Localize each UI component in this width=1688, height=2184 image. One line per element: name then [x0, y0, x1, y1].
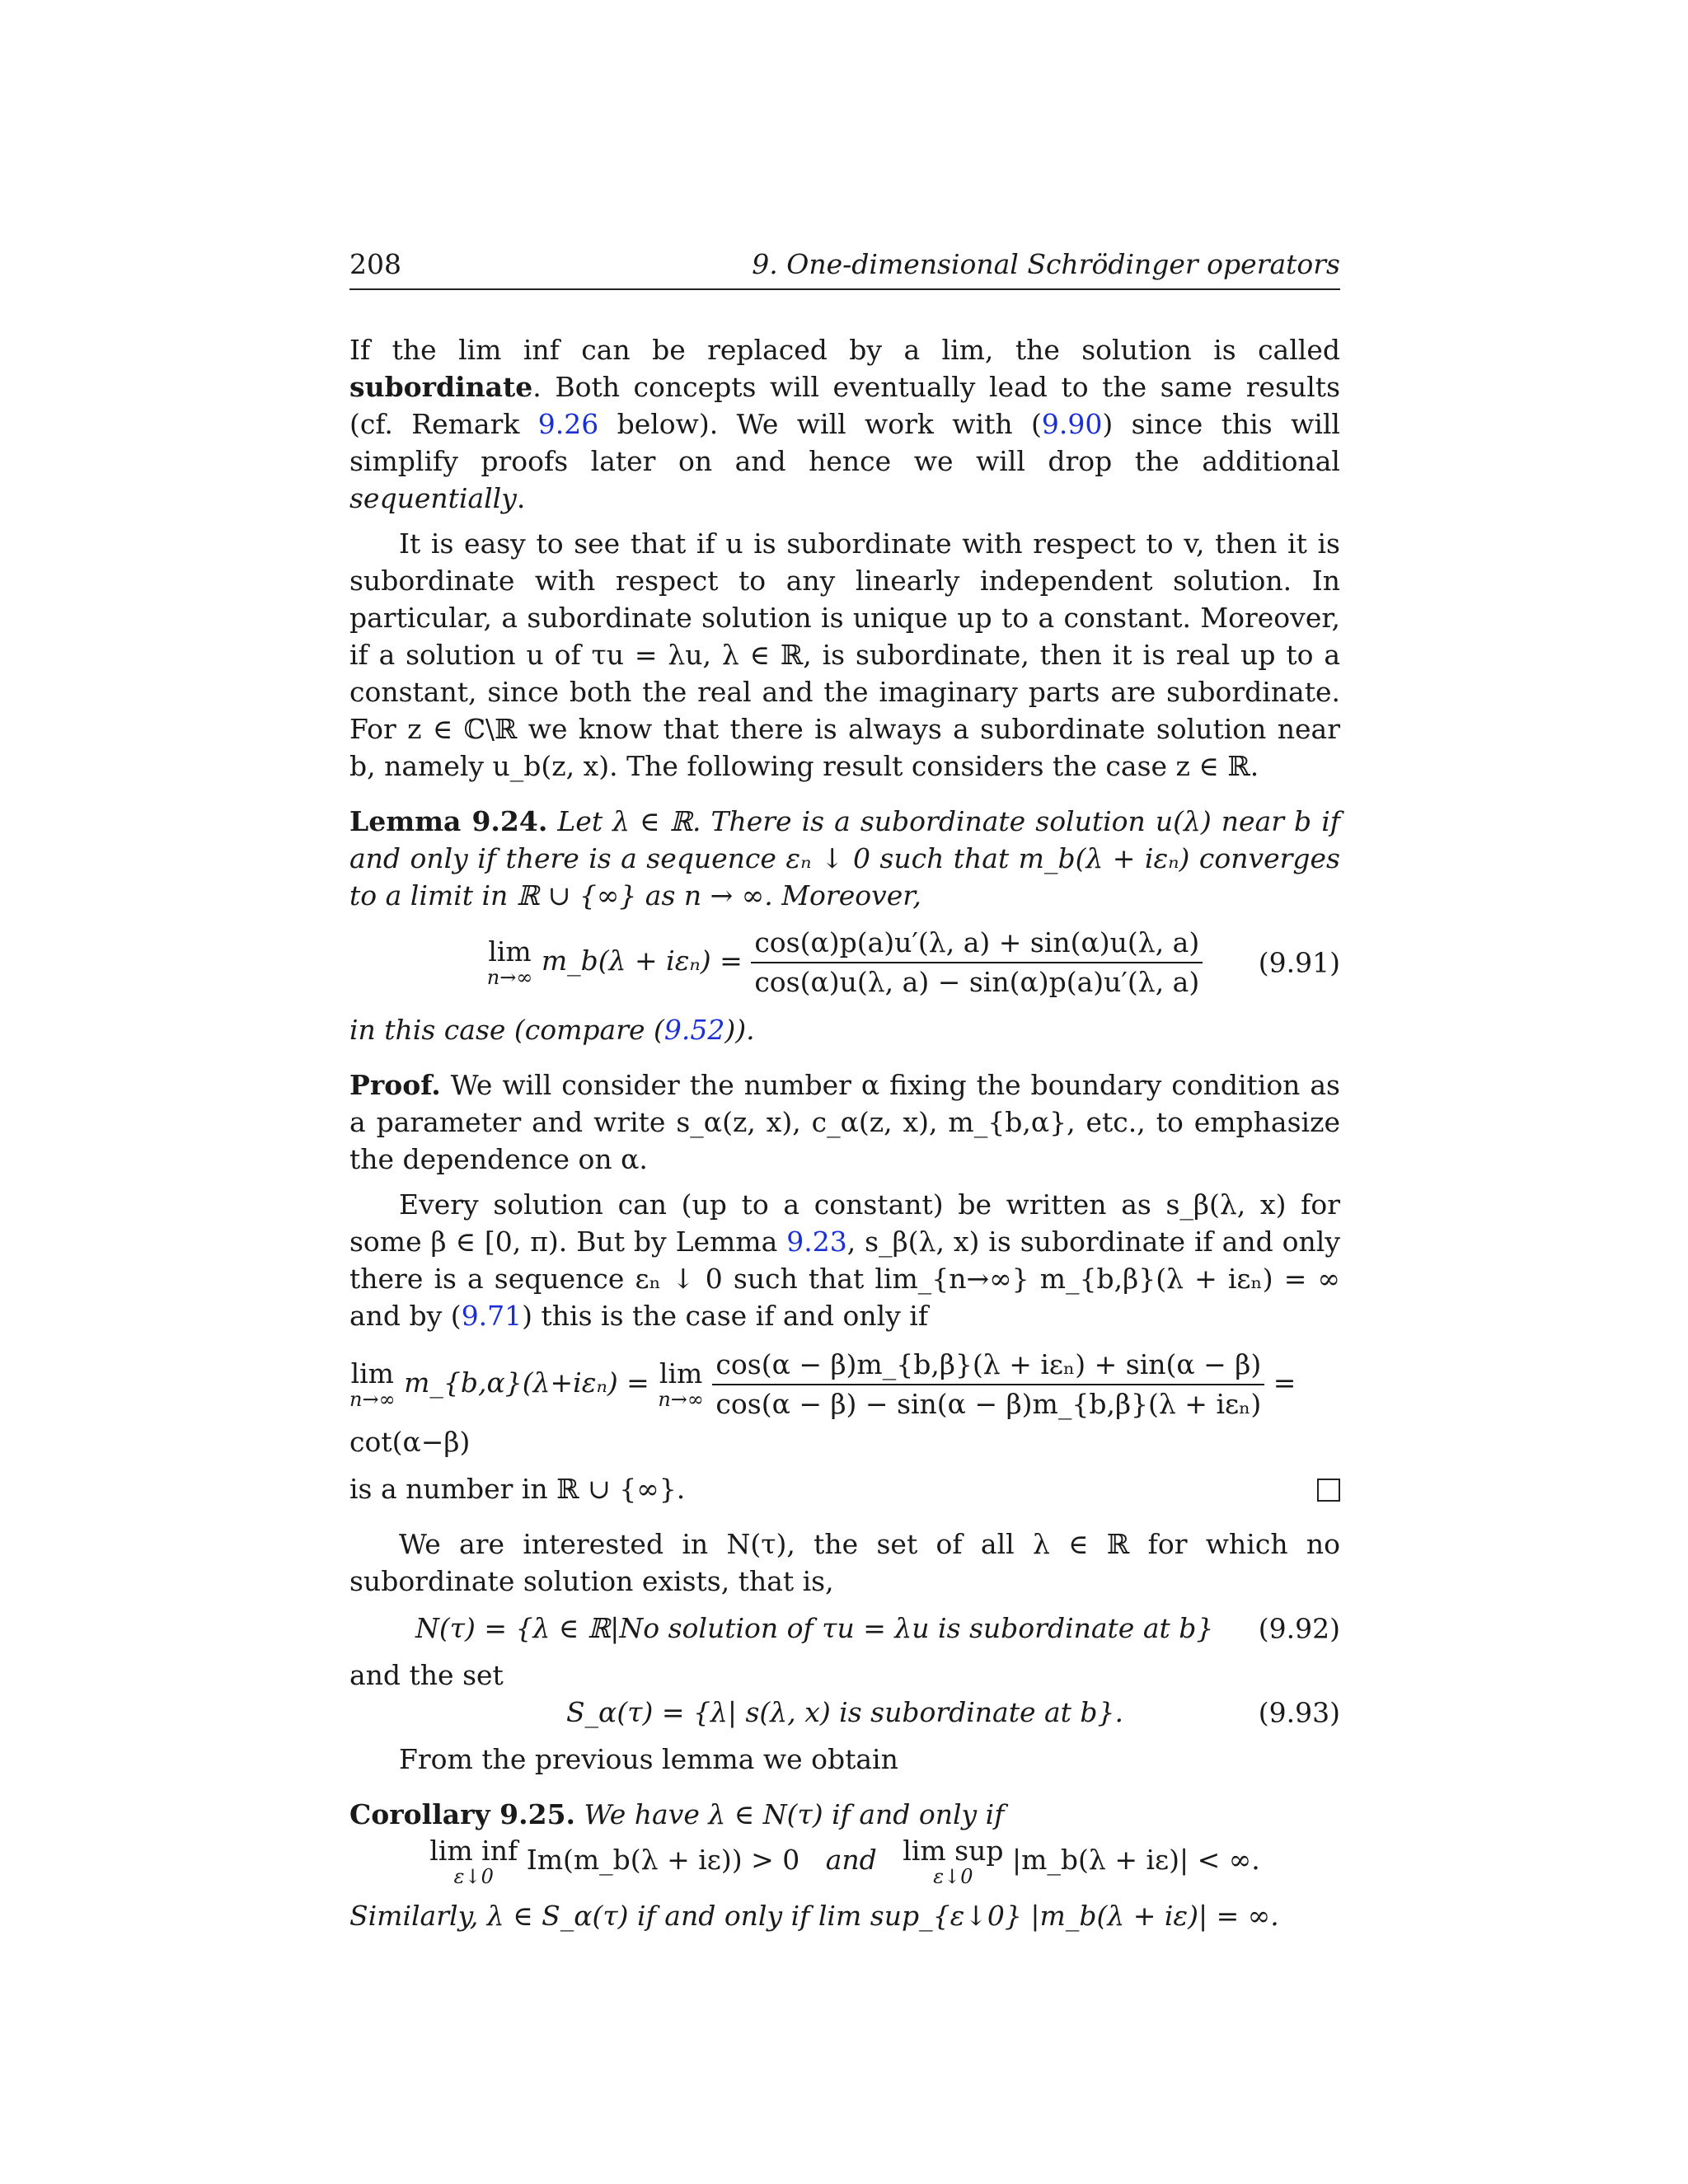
text-run: . — [516, 482, 526, 514]
fraction-numerator: cos(α)p(a)u′(λ, a) + sin(α)u(λ, a) — [751, 924, 1203, 963]
limsup-subscript: ε↓0 — [933, 1865, 973, 1888]
lim-text: lim — [488, 935, 532, 968]
text-run: ) since this will simplify proofs later on and hence we will drop the additional — [349, 408, 1340, 477]
emphasis-term: sequentially — [349, 482, 517, 514]
corollary-similarly: Similarly, λ ∈ S_α(τ) if and only if lim sup_{ε↓0} |m_b(λ + iε)| = ∞. — [349, 1900, 1279, 1932]
lim-subscript: n→∞ — [349, 1388, 396, 1411]
equation-number: (9.93) — [1258, 1696, 1340, 1728]
condition-2: |m_b(λ + iε)| < ∞. — [1012, 1844, 1260, 1876]
equation-link[interactable]: 9.90 — [1041, 408, 1103, 440]
limit-operator — [487, 937, 533, 988]
paragraph-n-tau: We are interested in N(τ), the set of all λ ∈ ℝ for which no subordinate solution exists, that is, — [349, 1528, 1340, 1597]
lim-text: lim — [350, 1357, 394, 1390]
equation-link[interactable]: 9.52 — [663, 1014, 725, 1046]
lim-subscript: n→∞ — [486, 966, 533, 989]
qed-square-icon — [1317, 1479, 1340, 1502]
running-header — [349, 239, 1340, 290]
text-run: in this case (compare ( — [349, 1014, 664, 1046]
document-page — [349, 239, 1340, 1934]
equation-cot — [349, 1346, 1340, 1460]
limit-operator — [658, 1359, 704, 1410]
equation-number: (9.92) — [1258, 1612, 1340, 1644]
proof-label: Proof. — [349, 1069, 441, 1101]
equation-9-91 — [349, 924, 1340, 1001]
equation-number: (9.91) — [1258, 946, 1340, 979]
paragraph-previous-lemma: From the previous lemma we obtain — [399, 1743, 898, 1775]
text-run: We will consider the number α fixing the boundary condition as a parameter and write s_α(z, x), c_α(z, x), m_{b,α}, etc., to emphasize the dependence on α. — [349, 1069, 1340, 1175]
liminf-text: lim inf — [429, 1835, 518, 1867]
lemma-continuation — [349, 1011, 1340, 1048]
text-run: ) this is the case if and only if — [522, 1300, 929, 1332]
equation-rhs: = cot(α−β) — [349, 1366, 1296, 1458]
liminf-operator — [429, 1836, 518, 1887]
chapter-title: 9. One-dimensional Schrödinger operators — [752, 248, 1340, 280]
limsup-operator — [903, 1836, 1003, 1887]
corollary-conditions — [349, 1836, 1340, 1887]
corollary-label: Corollary 9.25. — [349, 1798, 576, 1830]
text-run: is a number in ℝ ∪ {∞}. — [349, 1473, 686, 1505]
liminf-subscript: ε↓0 — [453, 1865, 494, 1888]
fraction-numerator: cos(α − β)m_{b,β}(λ + iεₙ) + sin(α − β) — [712, 1346, 1264, 1385]
text-run: If the lim inf can be replaced by a lim, the solution is called — [349, 334, 1340, 366]
remark-link[interactable]: 9.26 — [537, 408, 599, 440]
proof-paragraph-2 — [349, 1186, 1340, 1334]
bold-term: subordinate — [349, 371, 533, 403]
equation-link[interactable]: 9.71 — [461, 1300, 523, 1332]
fraction — [712, 1346, 1264, 1423]
text-run: below). We will work with ( — [598, 408, 1042, 440]
lemma-text: Let λ ∈ ℝ. There is a subordinate solution u(λ) near b if and only if there is a sequence εₙ ↓ 0 such that m_b(λ + iεₙ) converges to a limit in ℝ ∪ {∞} as n → ∞. Moreover, — [349, 805, 1340, 912]
proof-end — [349, 1470, 1340, 1507]
paragraph-uniqueness: It is easy to see that if u is subordinate with respect to v, then it is subordinate with respect to any linearly independent solution. In particular, a subordinate solution is unique up to a constant. Moreover, if a solution u of τu = λu, λ ∈ ℝ, is subordinate, then it is real up to a constant, since both the real and the imaginary parts are subordinate. For z ∈ ℂ\ℝ we know that there is always a subordinate solution near b, namely u_b(z, x). The following result considers the case z ∈ ℝ. — [349, 527, 1340, 782]
lim-text: lim — [659, 1357, 703, 1390]
page-number: 208 — [349, 248, 401, 280]
equation-9-92 — [349, 1610, 1340, 1647]
paragraph-subordinate-def — [349, 331, 1340, 517]
lemma-label: Lemma 9.24. — [349, 805, 548, 837]
text-run: )). — [724, 1014, 755, 1046]
limsup-text: lim sup — [903, 1835, 1004, 1867]
lim-subscript: n→∞ — [658, 1388, 704, 1411]
and-the-set: and the set — [349, 1659, 504, 1691]
text-run: Every solution can (up to a constant) be written as s_β(λ, x) for some β ∈ [0, π). But by Lemma — [349, 1188, 1340, 1258]
condition-1: Im(m_b(λ + iε)) > 0 — [526, 1844, 800, 1876]
equation-9-93 — [349, 1694, 1340, 1731]
corollary-9-25 — [349, 1796, 1340, 1833]
equation-lhs: m_{b,α}(λ+iεₙ) = — [404, 1366, 649, 1399]
and-word: and — [825, 1844, 877, 1876]
lemma-link[interactable]: 9.23 — [786, 1226, 847, 1258]
fraction — [751, 924, 1203, 1001]
text-run: . Both concepts will eventually lead to the same results (cf. Remark — [349, 371, 1340, 440]
equation-lhs: m_b(λ + iεₙ) = — [541, 944, 743, 977]
fraction-denominator: cos(α)u(λ, a) − sin(α)p(a)u′(λ, a) — [754, 966, 1200, 998]
equation-body: N(τ) = {λ ∈ ℝ|No solution of τu = λu is subordinate at b} — [415, 1612, 1214, 1644]
corollary-text: We have λ ∈ N(τ) if and only if — [584, 1798, 1005, 1830]
fraction-denominator: cos(α − β) − sin(α − β)m_{b,β}(λ + iεₙ) — [715, 1388, 1262, 1420]
limit-operator — [349, 1359, 396, 1410]
proof-paragraph-1 — [349, 1066, 1340, 1178]
text-run: , s_β(λ, x) is subordinate if and only there is a sequence εₙ ↓ 0 such that lim_{n→∞} m_{b,β}(λ + iεₙ) = ∞ and by ( — [349, 1226, 1340, 1332]
equation-body: S_α(τ) = {λ| s(λ, x) is subordinate at b}. — [565, 1696, 1124, 1728]
lemma-9-24 — [349, 803, 1340, 914]
